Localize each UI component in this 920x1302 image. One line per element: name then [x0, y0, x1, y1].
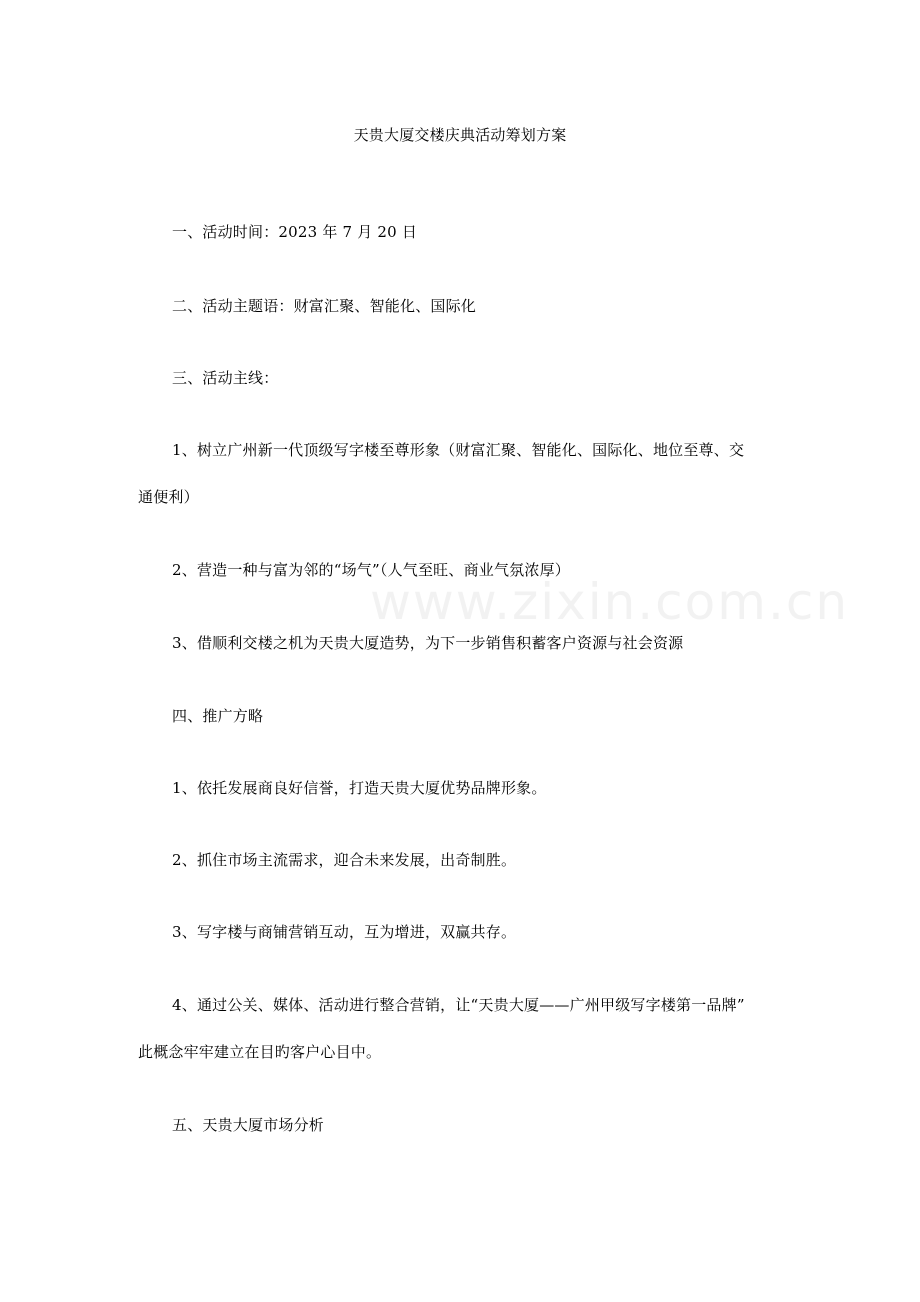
promotion-item-4-continued: 此概念牢牢建立在目旳客户心目中。 — [138, 1043, 382, 1061]
mainline-item-1: 1、树立广州新一代顶级写字楼至尊形象（财富汇聚、智能化、国际化、地位至尊、交 — [172, 441, 745, 459]
promotion-item-3: 3、写字楼与商铺营销互动，互为增进，双赢共存。 — [172, 923, 517, 941]
section-activity-time: 一、活动时间：2023 年 7 月 20 日 — [172, 223, 418, 241]
mainline-item-1-continued: 通便利） — [138, 488, 199, 506]
section-market-analysis-heading: 五、天贵大厦市场分析 — [172, 1116, 325, 1134]
mainline-item-3: 3、借顺利交楼之机为天贵大厦造势，为下一步销售积蓄客户资源与社会资源 — [172, 634, 684, 652]
document-title: 天贵大厦交楼庆典活动筹划方案 — [353, 126, 567, 144]
section-activity-mainline-heading: 三、活动主线： — [172, 369, 279, 387]
section-promotion-heading: 四、推广方略 — [172, 707, 264, 725]
section-activity-theme: 二、活动主题语：财富汇聚、智能化、国际化 — [172, 297, 477, 315]
promotion-item-1: 1、依托发展商良好信誉，打造天贵大厦优势品牌形象。 — [172, 779, 547, 797]
promotion-item-4: 4、通过公关、媒体、活动进行整合营销，让“天贵大厦——广州甲级写字楼第一品牌” — [172, 996, 745, 1014]
watermark: www.zixin.com.cn — [370, 573, 850, 631]
promotion-item-2: 2、抓住市场主流需求，迎合未来发展，出奇制胜。 — [172, 851, 517, 869]
mainline-item-2: 2、营造一种与富为邻的“场气”（人气至旺、商业气氛浓厚） — [172, 561, 570, 579]
